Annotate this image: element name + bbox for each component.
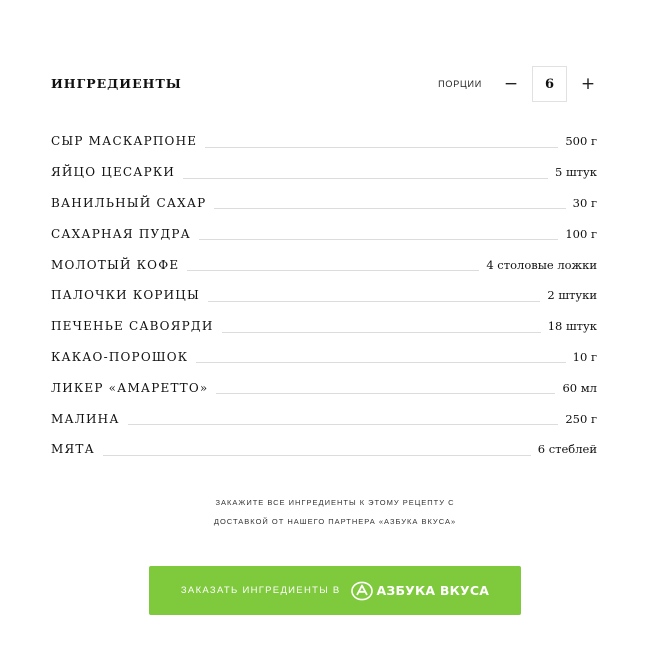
servings-control: [438, 66, 601, 102]
ingredient-amount: 4 столовые ложки: [486, 257, 597, 272]
ingredient-row: [51, 403, 597, 434]
ingredient-row: [51, 218, 597, 249]
ingredient-row: [51, 311, 597, 342]
order-button-label: ЗАКАЗАТЬ ИНГРЕДИЕНТЫ В: [180, 585, 341, 596]
ingredient-row: [51, 342, 597, 373]
ingredient-amount: 100 г: [565, 226, 597, 241]
partner-note-line-1: ЗАКАЖИТЕ ВСЕ ИНГРЕДИЕНТЫ К ЭТОМУ РЕЦЕПТУ С: [215, 498, 455, 507]
dotted-leader-line: [103, 455, 531, 456]
dotted-leader-line: [208, 301, 540, 302]
dotted-leader-line: [222, 332, 541, 333]
ingredient-row: [51, 249, 597, 280]
dotted-leader-line: [205, 147, 558, 148]
ingredient-amount: 5 штук: [555, 165, 597, 180]
ingredient-name: ЯЙЦО ЦЕСАРКИ: [51, 165, 175, 180]
dotted-leader-line: [216, 393, 555, 394]
ingredient-amount: 2 штуки: [547, 288, 597, 303]
ingredient-name: САХАРНАЯ ПУДРА: [51, 226, 191, 241]
ingredient-name: ПАЛОЧКИ КОРИЦЫ: [51, 288, 200, 303]
ingredient-row: [51, 434, 597, 465]
ingredient-amount: 10 г: [572, 349, 597, 364]
dotted-leader-line: [196, 362, 565, 363]
ingredient-name: ПЕЧЕНЬЕ САВОЯРДИ: [51, 319, 214, 334]
ingredient-amount: 30 г: [572, 195, 597, 210]
dotted-leader-line: [199, 239, 558, 240]
dotted-leader-line: [214, 208, 565, 209]
ingredient-row: [51, 372, 597, 403]
partner-brand-name: АЗБУКА ВКУСА: [376, 583, 490, 598]
ingredients-header: [51, 66, 601, 102]
increase-servings-button[interactable]: +: [580, 74, 596, 94]
dotted-leader-line: [183, 178, 548, 179]
partner-note-line-2: ДОСТАВКОЙ ОТ НАШЕГО ПАРТНЕРА «АЗБУКА ВКУСА»: [213, 517, 457, 526]
decrease-servings-button[interactable]: −: [503, 74, 519, 94]
ingredient-name: МОЛОТЫЙ КОФЕ: [51, 257, 180, 272]
ingredient-row: [51, 280, 597, 311]
ingredient-name: СЫР МАСКАРПОНЕ: [51, 134, 198, 149]
partner-brand: [351, 581, 490, 601]
ingredient-row: [51, 126, 597, 157]
dotted-leader-line: [187, 270, 479, 271]
servings-count-field[interactable]: 6: [532, 66, 567, 102]
azbuka-vkusa-logo-icon: [351, 581, 373, 601]
ingredient-amount: 60 мл: [562, 380, 597, 395]
ingredient-amount: 6 стеблей: [537, 442, 597, 457]
servings-label: ПОРЦИИ: [438, 79, 482, 89]
ingredient-name: МЯТА: [51, 442, 95, 457]
ingredient-row: [51, 188, 597, 219]
dotted-leader-line: [128, 424, 559, 425]
ingredient-name: МАЛИНА: [51, 411, 120, 426]
ingredient-amount: 250 г: [565, 411, 597, 426]
ingredient-list: [51, 126, 597, 465]
ingredient-name: КАКАО-ПОРОШОК: [51, 349, 189, 364]
ingredient-name: ЛИКЕР «АМАРЕТТО»: [51, 380, 209, 395]
ingredients-title: ИНГРЕДИЕНТЫ: [51, 76, 182, 91]
ingredient-amount: 500 г: [565, 134, 597, 149]
partner-note: [185, 493, 485, 531]
order-ingredients-button[interactable]: [149, 566, 521, 615]
ingredient-name: ВАНИЛЬНЫЙ САХАР: [51, 195, 207, 210]
ingredient-amount: 18 штук: [547, 319, 597, 334]
ingredient-row: [51, 157, 597, 188]
